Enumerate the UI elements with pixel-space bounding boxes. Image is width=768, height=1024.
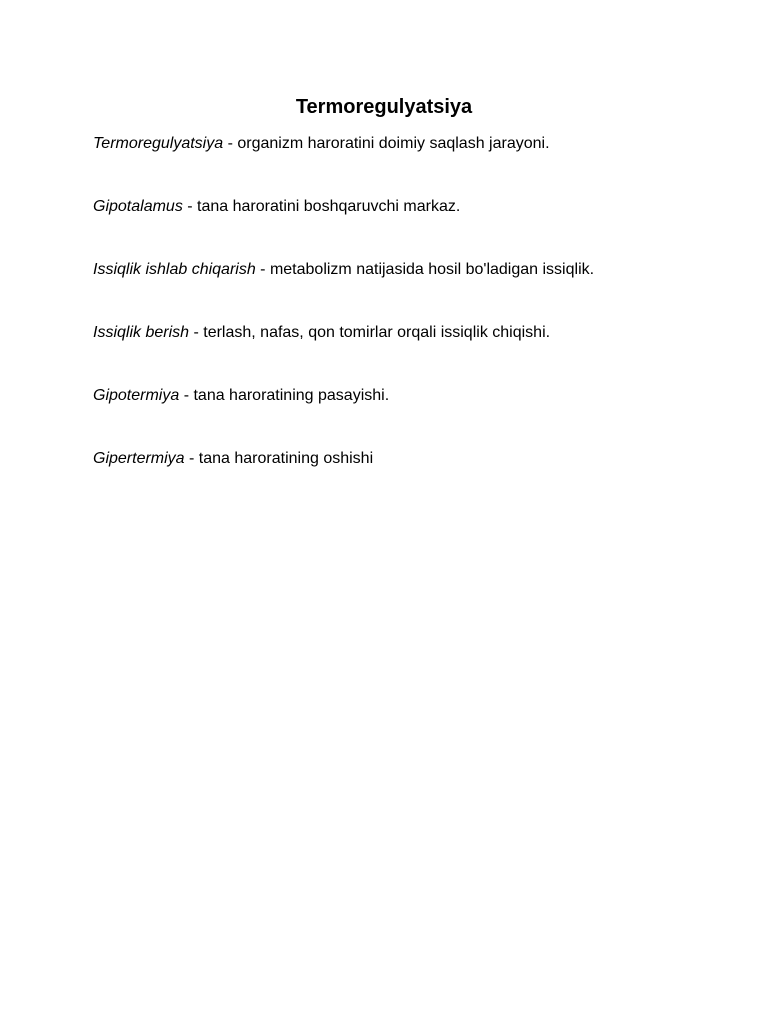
- entry-definition: - terlash, nafas, qon tomirlar orqali issiqlik chiqishi.: [189, 324, 551, 341]
- definition-list: [93, 133, 733, 511]
- entry-term: Issiqlik berish: [93, 324, 190, 341]
- entry-term: Gipotermiya: [93, 387, 180, 404]
- document-title: Termoregulyatsiya: [295, 96, 473, 118]
- definition-entry: [93, 259, 733, 280]
- entry-term: Issiqlik ishlab chiqarish: [93, 261, 256, 278]
- entry-term: Termoregulyatsiya: [93, 135, 224, 152]
- definition-entry: [93, 133, 733, 154]
- entry-definition: - organizm haroratini doimiy saqlash jarayoni.: [223, 135, 550, 152]
- entry-definition: - metabolizm natijasida hosil bo'ladigan issiqlik.: [255, 261, 595, 278]
- definition-entry: [93, 196, 733, 217]
- entry-definition: - tana haroratini boshqaruvchi markaz.: [182, 198, 461, 215]
- entry-term: Gipotalamus: [93, 198, 183, 215]
- definition-entry: [93, 385, 733, 406]
- definition-entry: [93, 322, 733, 343]
- definition-entry: [93, 448, 733, 469]
- entry-term: Gipertermiya: [93, 450, 185, 467]
- entry-definition: - tana haroratining pasayishi.: [179, 387, 390, 404]
- entry-definition: - tana haroratining oshishi: [184, 450, 374, 467]
